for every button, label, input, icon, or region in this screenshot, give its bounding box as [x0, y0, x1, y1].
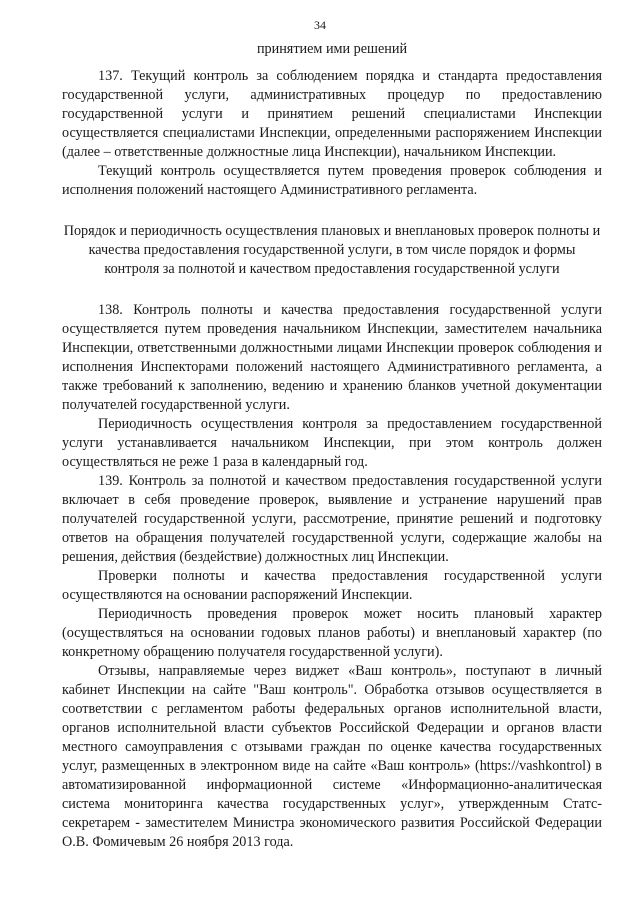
paragraph-137: 137. Текущий контроль за соблюдением порядка и стандарта предоставления государственной услуги, административных процедур по предоставлению государственной услуги и принятием решений специалистами Инспекции осуществляется специалистами Инспекции, определенными распоряжением Инспекции (далее – ответственные должностные лица Инспекции), начальником Инспекции. — [62, 68, 602, 160]
page-content — [62, 40, 602, 852]
section-heading: Порядок и периодичность осуществления плановых и внеплановых проверок полноты и качества предоставления государственной услуги, в том числе порядок и формы контроля за полнотой и качеством предоставления государственной услуги — [63, 223, 601, 277]
paragraph-139-4: Отзывы, направляемые через виджет «Ваш контроль», поступают в личный кабинет Инспекции на сайте "Ваш контроль". Обработка отзывов осуществляется в соответствии с регламентом работы федеральных органов исполнительной власти, органов исполнительной власти субъектов Российской Федерации и органов власти местного самоуправления с отзывами граждан по оценке качества государственных услуг, размещенных в электронном виде на сайте «Ваш контроль» (https://vashkontrol) в автоматизированной информационной системе «Информационно-аналитическая система мониторинга качества государственных услуг», утвержденным Статс-секретарем - заместителем Министра экономического развития Российской Федерации О.В. Фомичевым 26 ноября 2013 года. — [62, 663, 602, 850]
paragraph-138-2: Периодичность осуществления контроля за предоставлением государственной услуги устанавливается начальником Инспекции, при этом контроль должен осуществляться не реже 1 раза в календарный год. — [62, 416, 602, 470]
page-number: 34 — [314, 18, 326, 32]
paragraph-137-2: Текущий контроль осуществляется путем проведения проверок соблюдения и исполнения положений настоящего Административного регламента. — [62, 163, 602, 198]
paragraph-139: 139. Контроль за полнотой и качеством предоставления государственной услуги включает в себя проведение проверок, выявление и устранение нарушений прав получателей государственной услуги, рассмотрение, принятие решений и подготовку ответов на обращения получателей государственной услуги, содержащие жалобы на решения, действия (бездействие) должностных лиц Инспекции. — [62, 473, 602, 565]
paragraph-139-2: Проверки полноты и качества предоставления государственной услуги осуществляются на основании распоряжений Инспекции. — [62, 568, 602, 603]
paragraph-139-3: Периодичность проведения проверок может носить плановый характер (осуществляться на основании годовых планов работы) и внеплановый характер (по конкретному обращению получателя государственной услуги). — [62, 606, 602, 660]
paragraph-138: 138. Контроль полноты и качества предоставления государственной услуги осуществляется путем проведения начальником Инспекции, заместителем начальника Инспекции, ответственными должностными лицами Инспекции проверок соблюдения и исполнения Инспекторами положений настоящего Административного регламента, а также требований к заполнению, ведению и хранению бланков учетной документации получателей государственной услуги. — [62, 302, 602, 413]
top-line: принятием ими решений — [256, 41, 408, 57]
